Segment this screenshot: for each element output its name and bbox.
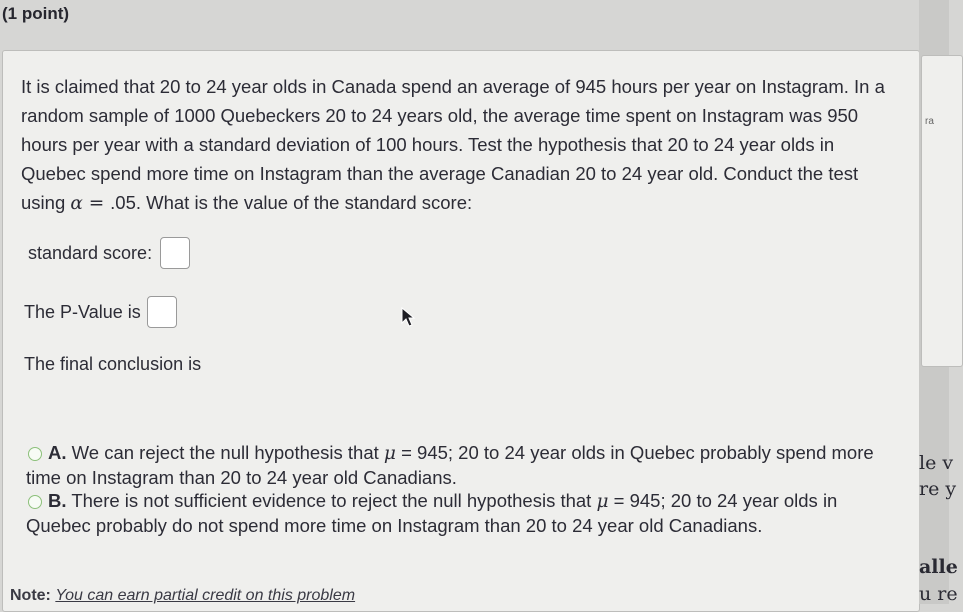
p-value-row [24, 296, 177, 328]
option-b-tail: ; 20 to 24 year olds in Quebec probably do not spend more time on Instagram than 20 to 24 year old Canadians. [26, 490, 838, 536]
option-a-radio[interactable] [28, 447, 42, 461]
option-a-mu: μ [383, 443, 396, 464]
conclusion-label: The final conclusion is [24, 354, 202, 374]
option-b[interactable] [26, 489, 896, 538]
option-b-mu: μ [596, 491, 609, 512]
note-text: You can earn partial credit on this problem [55, 587, 356, 604]
option-a[interactable] [26, 441, 896, 490]
option-a-text: We can reject the null hypothesis that [71, 442, 379, 463]
question-intro: It is claimed that 20 to 24 year olds in Canada spend an average of 945 hours per year on Instagram. In a random sample of 1000 Quebeckers 20 to 24 years old, the average time spent on Instagram was 950 hours per year with a standard deviation of 100 hours. Test the hypothesis that 20 to 24 year olds in Quebec spend more time on Instagram than the average Canadian 20 to 24 year old. Conduct the test using [21, 76, 885, 213]
adjacent-text-line-1: le v [919, 452, 954, 474]
alpha-symbol: α [70, 193, 83, 214]
p-value-label: The P-Value is [24, 301, 141, 322]
standard-score-input[interactable] [160, 237, 190, 269]
adjacent-text-line-4: u re [919, 583, 958, 605]
option-b-letter: B. [48, 490, 67, 511]
option-b-radio[interactable] [28, 495, 42, 509]
adjacent-card [921, 55, 963, 367]
option-a-tail: ; 20 to 24 year olds in Quebec probably spend more time on Instagram than 20 to 24 year old Canadians. [26, 442, 874, 488]
adjacent-text-line-3: alle [919, 556, 958, 578]
option-a-mu-eq: = 945 [395, 442, 448, 463]
standard-score-row [28, 237, 190, 269]
adjacent-text-line-2: re y [919, 478, 957, 500]
mouse-cursor-icon [400, 306, 416, 328]
points-label: (1 point) [2, 4, 70, 23]
note-label: Note: [10, 587, 51, 604]
standard-score-label: standard score: [28, 242, 153, 263]
question-text [21, 72, 901, 218]
alpha-value: .05 [110, 192, 136, 213]
option-b-text: There is not sufficient evidence to reject the null hypothesis that [71, 490, 592, 511]
adjacent-tab-text: ra [925, 116, 934, 127]
adjacent-window-edge [919, 0, 958, 605]
option-a-letter: A. [48, 442, 67, 463]
partial-credit-note [10, 587, 355, 605]
alpha-equals: = [82, 193, 111, 214]
option-b-mu-eq: = 945 [608, 490, 661, 511]
question-ending: . What is the value of the standard score: [135, 192, 473, 213]
p-value-input[interactable] [147, 296, 177, 328]
